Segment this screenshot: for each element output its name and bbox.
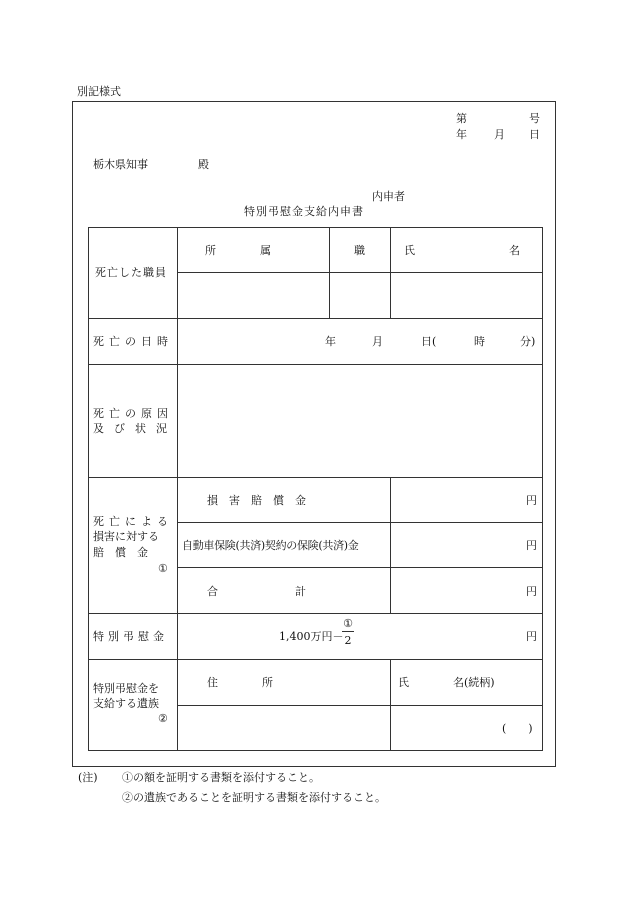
bereaved-label-line2: 支給する遺族 (93, 697, 159, 710)
compensation-label-line3: 賠 償 金 (93, 546, 148, 559)
condolence-unit: 円 (526, 630, 537, 643)
col-name-relation: 氏 名(続柄) (398, 676, 495, 689)
addressee-name: 栃木県知事 (93, 158, 148, 171)
table-divider (88, 364, 543, 365)
col-name: 氏 名 (404, 244, 520, 257)
number-suffix: 号 (529, 112, 540, 125)
insurance-unit: 円 (526, 539, 537, 552)
table-divider (88, 477, 543, 478)
damages-label: 損 害 賠 償 金 (207, 494, 306, 507)
table-divider (177, 272, 543, 273)
note-item: ②の遺族であることを証明する書類を添付すること。 (122, 791, 386, 804)
date-year: 年 (456, 128, 467, 141)
col-position: 職 (354, 244, 365, 257)
table-divider (88, 613, 543, 614)
fraction-denominator: 2 (344, 634, 352, 647)
deceased-label: 死亡した職員 (95, 266, 167, 279)
death-year: 年 (325, 335, 336, 348)
application-table (88, 227, 543, 751)
col-affiliation: 所 属 (205, 244, 271, 257)
death-datetime-label: 死亡の日時 (93, 335, 173, 348)
death-hour: 時 (474, 335, 485, 348)
table-divider (88, 659, 543, 660)
total-label: 合 計 (207, 585, 306, 598)
table-divider (177, 227, 178, 751)
addressee-honorific: 殿 (198, 158, 209, 171)
compensation-mark: ① (158, 562, 168, 575)
form-title: 特別弔慰金支給内申書 (244, 205, 364, 218)
notes-prefix: (注) (78, 771, 98, 784)
relation-paren: ( ) (502, 722, 533, 735)
table-divider (390, 477, 391, 613)
table-divider (390, 659, 391, 751)
condolence-formula-prefix: 1,400万円－ (279, 630, 344, 643)
date-day: 日 (529, 128, 540, 141)
compensation-label-line2: 損害に対する (93, 530, 159, 543)
table-divider (177, 705, 543, 706)
col-address: 住 所 (207, 676, 273, 689)
condolence-label: 特別弔慰金 (93, 630, 168, 643)
table-divider (177, 567, 543, 568)
reporter-label: 内申者 (372, 190, 405, 203)
damages-unit: 円 (526, 494, 537, 507)
death-month: 月 (372, 335, 383, 348)
table-divider (329, 227, 330, 318)
table-divider (88, 318, 543, 319)
death-day: 日( (421, 335, 437, 348)
note-item: ①の額を証明する書類を添付すること。 (122, 771, 320, 784)
compensation-label-line1: 死亡による (93, 515, 173, 528)
cause-label-line1: 死亡の原因 (93, 407, 173, 420)
date-month: 月 (494, 128, 505, 141)
death-minute: 分) (520, 335, 536, 348)
table-divider (390, 227, 391, 318)
form-label: 別記様式 (77, 85, 121, 98)
number-prefix: 第 (456, 112, 467, 125)
bereaved-mark: ② (158, 712, 168, 725)
table-divider (177, 522, 543, 523)
insurance-label: 自動車保険(共済)契約の保険(共済)金 (182, 539, 359, 552)
fraction-numerator: ① (343, 617, 353, 630)
total-unit: 円 (526, 585, 537, 598)
condolence-formula-fraction (341, 618, 355, 646)
cause-label-line2: 及び状況 (93, 422, 177, 435)
bereaved-label-line1: 特別弔慰金を (93, 682, 159, 695)
